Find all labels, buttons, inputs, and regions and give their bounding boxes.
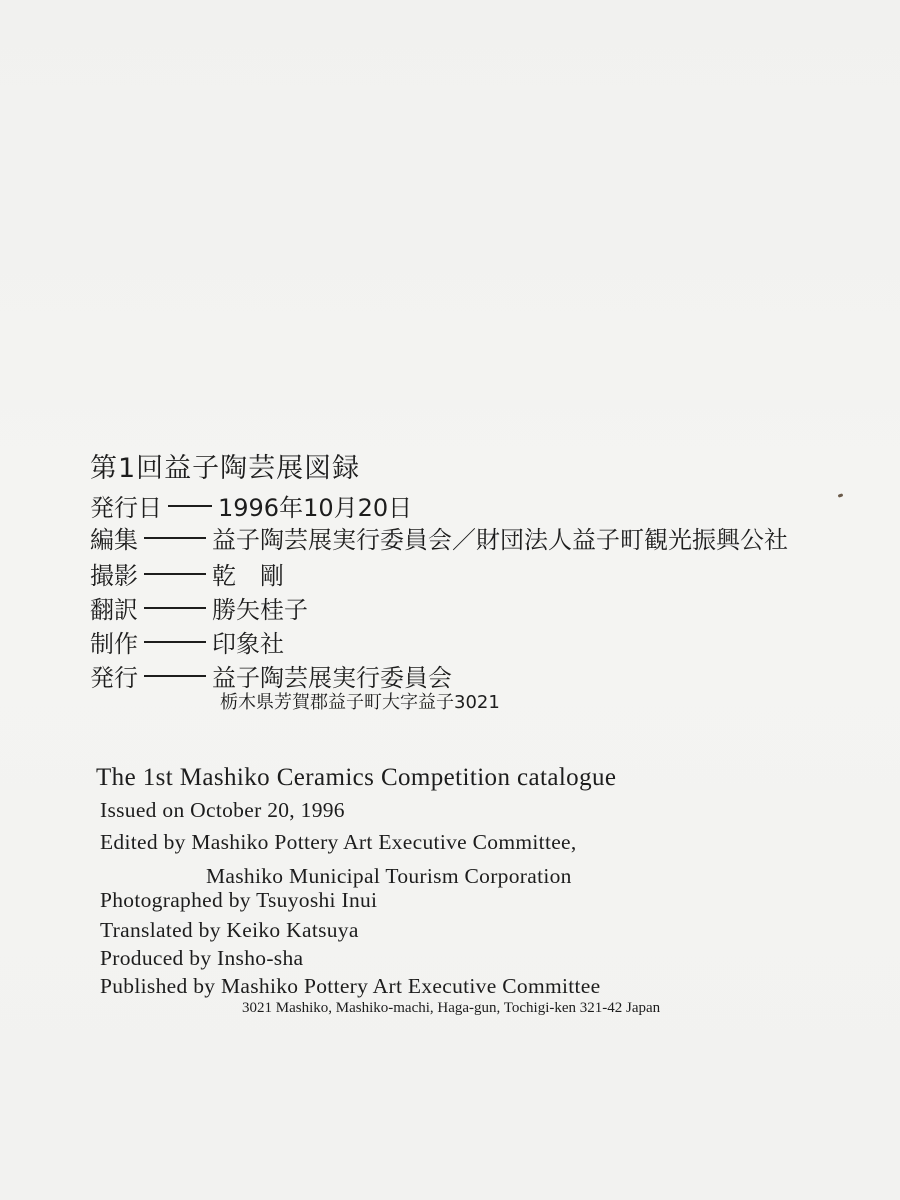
jp-label-photography: 撮影 xyxy=(90,562,138,590)
jp-publisher-address: 栃木県芳賀郡益子町大字益子3021 xyxy=(220,692,500,713)
en-translated-line: Translated by Keiko Katsuya xyxy=(100,918,359,942)
en-photographed-line: Photographed by Tsuyoshi Inui xyxy=(100,888,378,912)
en-produced-line: Produced by Insho-sha xyxy=(100,946,304,970)
leader-dash xyxy=(144,537,206,539)
leader-dash xyxy=(144,573,206,575)
jp-value-publisher: 益子陶芸展実行委員会 xyxy=(212,664,452,692)
jp-value-photography: 乾 剛 xyxy=(212,562,284,590)
en-edited-line-1: Edited by Mashiko Pottery Art Executive Committee, xyxy=(100,830,577,854)
leader-dash xyxy=(168,505,212,507)
jp-label-translation: 翻訳 xyxy=(90,596,138,624)
jp-label-publisher: 発行 xyxy=(90,664,138,692)
en-edited-line-2: Mashiko Municipal Tourism Corporation xyxy=(206,864,572,888)
en-published-line: Published by Mashiko Pottery Art Executive Committee xyxy=(100,974,601,998)
jp-row-translation xyxy=(90,590,308,625)
jp-catalogue-title: 第1回益子陶芸展図録 xyxy=(90,453,361,484)
jp-label-issue-date: 発行日 xyxy=(90,494,162,522)
en-publisher-address: 3021 Mashiko, Mashiko-machi, Haga-gun, Tochigi-ken 321-42 Japan xyxy=(242,1000,661,1016)
en-catalogue-title: The 1st Mashiko Ceramics Competition catalogue xyxy=(96,764,617,791)
jp-value-production: 印象社 xyxy=(212,630,284,658)
jp-row-production xyxy=(90,624,284,659)
en-issued-line: Issued on October 20, 1996 xyxy=(100,798,345,822)
jp-value-editor: 益子陶芸展実行委員会／財団法人益子町観光振興公社 xyxy=(212,526,788,554)
leader-dash xyxy=(144,675,206,677)
jp-value-issue-date: 1996年10月20日 xyxy=(218,494,413,522)
jp-label-editor: 編集 xyxy=(90,526,138,554)
jp-value-translation: 勝矢桂子 xyxy=(212,596,308,624)
jp-row-editor xyxy=(90,520,788,555)
leader-dash xyxy=(144,607,206,609)
leader-dash xyxy=(144,641,206,643)
jp-row-issue-date xyxy=(90,488,412,523)
paper-speck xyxy=(838,493,844,498)
jp-row-photography xyxy=(90,556,284,591)
jp-label-production: 制作 xyxy=(90,630,138,658)
